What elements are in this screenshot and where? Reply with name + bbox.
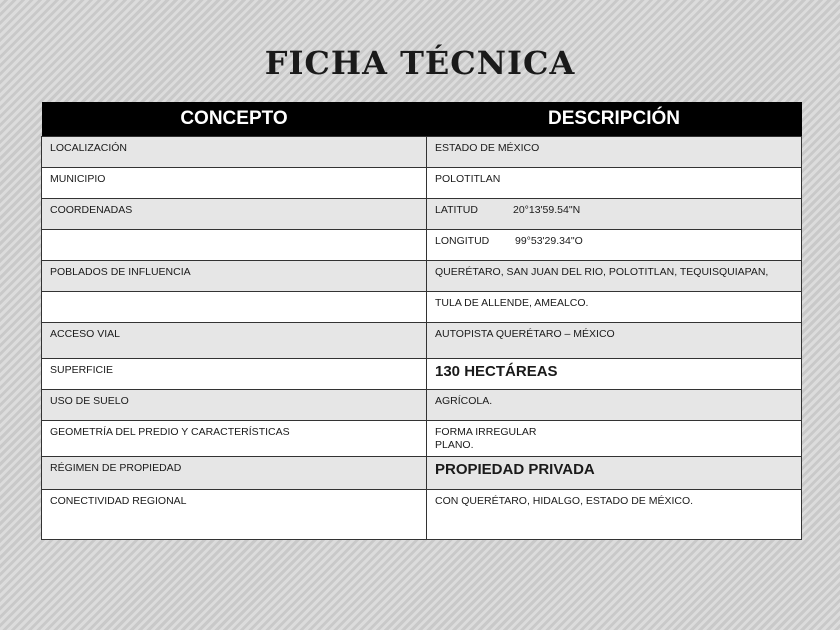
table-row — [42, 261, 802, 292]
table-row — [42, 137, 802, 168]
row-label: COORDENADAS — [42, 199, 427, 230]
longitude-label: LONGITUD — [435, 235, 490, 247]
table-row — [42, 168, 802, 199]
row-label: SUPERFICIE — [42, 359, 427, 390]
row-label: RÉGIMEN DE PROPIEDAD — [42, 457, 427, 490]
header-concepto: CONCEPTO — [42, 102, 427, 137]
row-label: USO DE SUELO — [42, 390, 427, 421]
row-label — [42, 230, 427, 261]
row-value: AUTOPISTA QUERÉTARO – MÉXICO — [427, 323, 802, 359]
row-value: POLOTITLAN — [427, 168, 802, 199]
latitude-value: 20°13'59.54"N — [513, 204, 581, 216]
row-value — [427, 457, 802, 490]
table-row — [42, 292, 802, 323]
table-row — [42, 421, 802, 457]
row-label: ACCESO VIAL — [42, 323, 427, 359]
table-row — [42, 199, 802, 230]
table-row — [42, 359, 802, 390]
row-value: ESTADO DE MÉXICO — [427, 137, 802, 168]
superficie-value: 130 HECTÁREAS — [435, 363, 558, 380]
row-label: LOCALIZACIÓN — [42, 137, 427, 168]
row-label: MUNICIPIO — [42, 168, 427, 199]
header-descripcion: DESCRIPCIÓN — [427, 102, 802, 137]
row-value: QUERÉTARO, SAN JUAN DEL RIO, POLOTITLAN, TEQUISQUIAPAN, — [427, 261, 802, 292]
geometry-line-1: FORMA IRREGULAR — [435, 426, 537, 438]
row-value — [427, 199, 802, 230]
latitude-label: LATITUD — [435, 204, 478, 216]
table-row — [42, 490, 802, 540]
row-value: AGRÍCOLA. — [427, 390, 802, 421]
page-title: FICHA TÉCNICA — [264, 44, 576, 82]
longitude-value: 99°53'29.34"O — [515, 235, 583, 247]
regimen-value: PROPIEDAD PRIVADA — [435, 461, 595, 478]
table-row — [42, 457, 802, 490]
table-header-row — [42, 102, 802, 137]
technical-sheet-table — [41, 102, 802, 540]
row-value — [427, 359, 802, 390]
geometry-line-2: PLANO. — [435, 439, 474, 451]
row-value: TULA DE ALLENDE, AMEALCO. — [427, 292, 802, 323]
row-label: POBLADOS DE INFLUENCIA — [42, 261, 427, 292]
table-row — [42, 390, 802, 421]
row-value — [427, 230, 802, 261]
row-label — [42, 292, 427, 323]
table-row — [42, 230, 802, 261]
row-value: CON QUERÉTARO, HIDALGO, ESTADO DE MÉXICO. — [427, 490, 802, 540]
row-label: GEOMETRÍA DEL PREDIO Y CARACTERÍSTICAS — [42, 421, 427, 457]
row-value — [427, 421, 802, 457]
table-row — [42, 323, 802, 359]
row-label: CONECTIVIDAD REGIONAL — [42, 490, 427, 540]
